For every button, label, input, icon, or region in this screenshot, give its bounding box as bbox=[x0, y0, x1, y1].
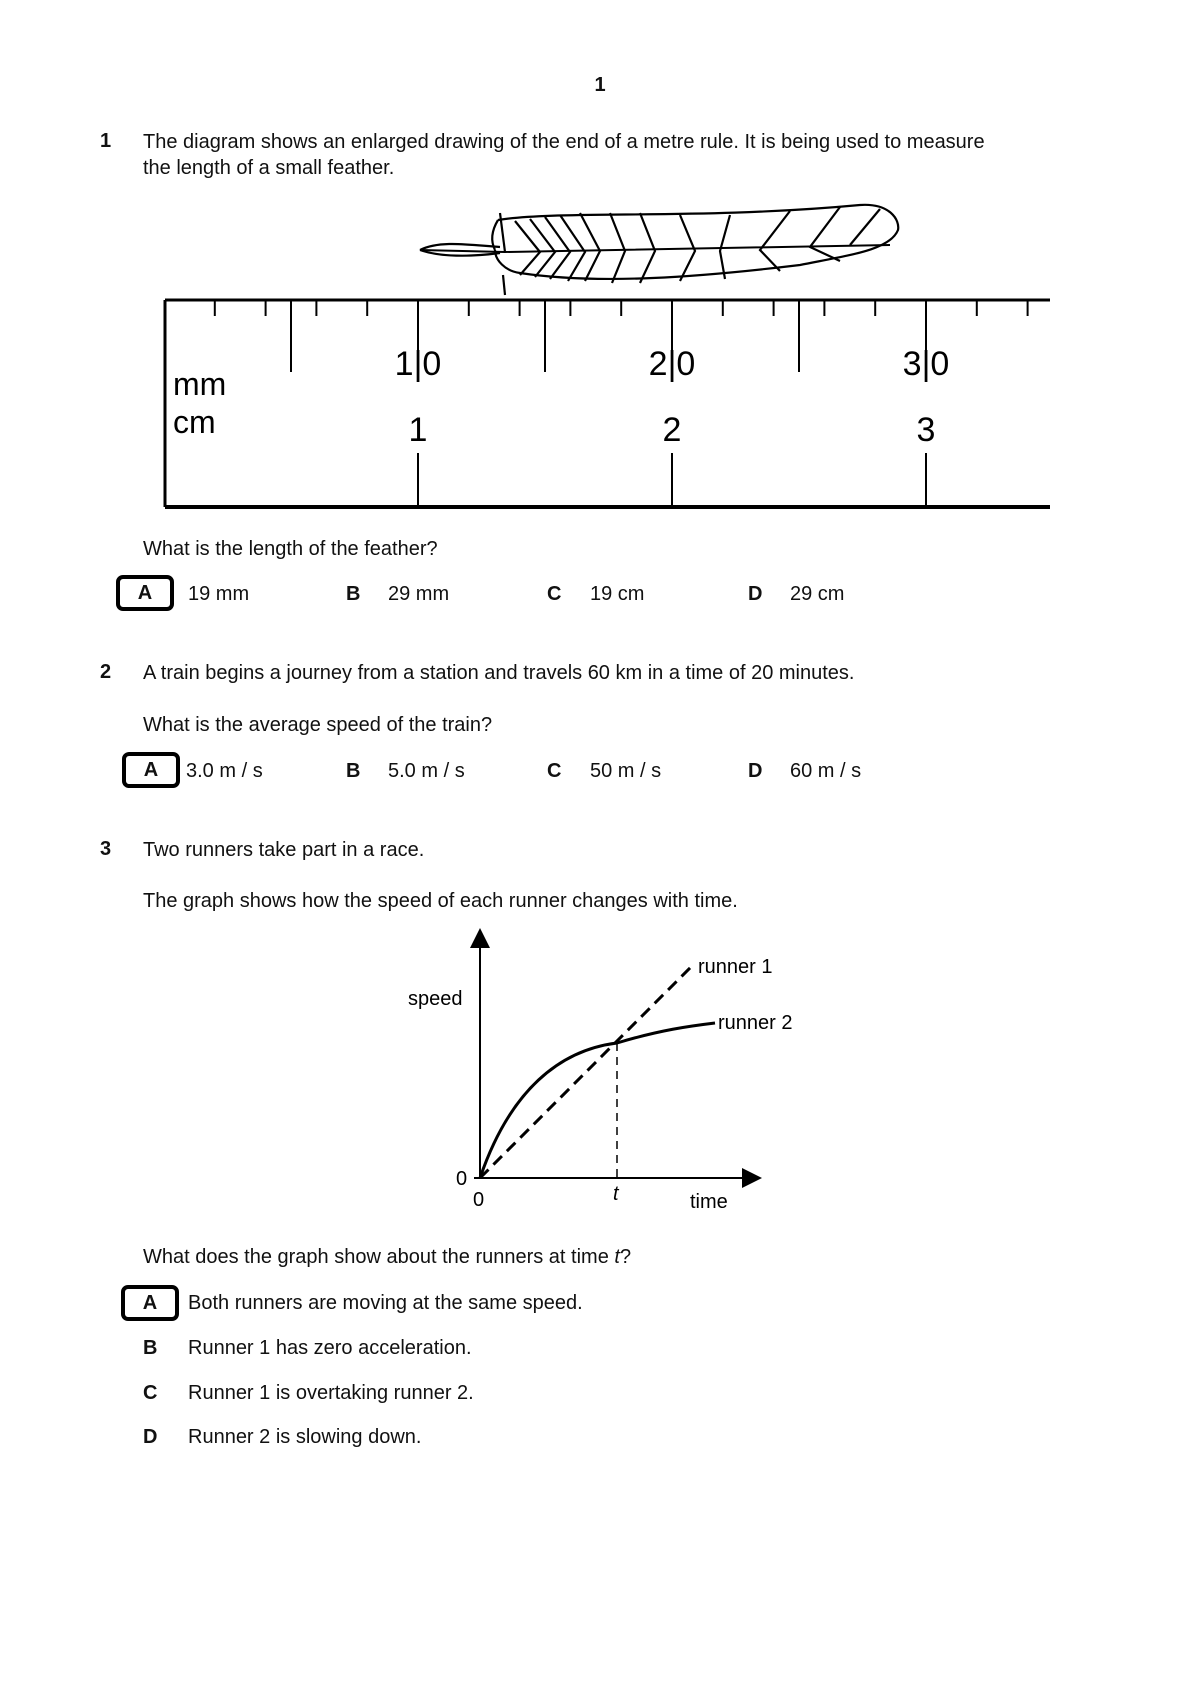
ruler-unit-cm: cm bbox=[173, 404, 216, 440]
option-d-letter[interactable]: D bbox=[143, 1426, 158, 1448]
question-3-stem-line-2: The graph shows how the speed of each runner changes with time. bbox=[143, 890, 738, 912]
option-c-letter[interactable]: C bbox=[547, 760, 562, 782]
runner-2-curve bbox=[480, 1023, 715, 1178]
option-b-letter[interactable]: B bbox=[346, 760, 361, 782]
question-3-stem-line-1: Two runners take part in a race. bbox=[143, 839, 425, 861]
option-c-text[interactable]: 50 m / s bbox=[590, 760, 662, 782]
option-c-text[interactable]: Runner 1 is overtaking runner 2. bbox=[188, 1382, 474, 1404]
metre-rule bbox=[165, 300, 1050, 507]
question-2-stem: A train begins a journey from a station and travels 60 km in a time of 20 minutes. bbox=[143, 662, 855, 684]
ruler-mm-label-30: 3|0 bbox=[902, 345, 950, 383]
option-a-text[interactable]: Both runners are moving at the same speed. bbox=[188, 1292, 583, 1314]
option-b-letter[interactable]: B bbox=[346, 583, 361, 605]
ruler-unit-mm: mm bbox=[173, 366, 227, 402]
ruler-mm-label-20: 2|0 bbox=[648, 345, 696, 383]
option-c-text[interactable]: 19 cm bbox=[590, 583, 645, 605]
ruler-cm-label-3: 3 bbox=[916, 411, 936, 449]
feather-drawing bbox=[420, 205, 898, 295]
option-a-text[interactable]: 19 mm bbox=[188, 583, 250, 605]
runner-1-label: runner 1 bbox=[698, 956, 773, 978]
option-a-letter: A bbox=[142, 1291, 158, 1314]
t-label: t bbox=[613, 1183, 619, 1205]
option-c-letter[interactable]: C bbox=[547, 583, 562, 605]
ruler-cm-label-1: 1 bbox=[408, 411, 428, 449]
option-a-circled[interactable] bbox=[116, 575, 174, 611]
x-origin-label: 0 bbox=[473, 1189, 485, 1211]
speed-time-graph bbox=[0, 920, 1200, 1220]
question-number-2: 2 bbox=[100, 661, 112, 683]
question-2-prompt: What is the average speed of the train? bbox=[143, 714, 493, 736]
option-d-letter[interactable]: D bbox=[748, 583, 763, 605]
runner-1-line bbox=[480, 965, 693, 1178]
question-number-1: 1 bbox=[100, 130, 112, 152]
runner-2-label: runner 2 bbox=[718, 1012, 793, 1034]
option-a-circled[interactable] bbox=[122, 752, 180, 788]
option-a-letter: A bbox=[143, 758, 159, 781]
option-a-letter: A bbox=[137, 581, 153, 604]
option-a-text[interactable]: 3.0 m / s bbox=[186, 760, 263, 782]
option-c-letter[interactable]: C bbox=[143, 1382, 158, 1404]
question-1-stem-line-2: the length of a small feather. bbox=[143, 157, 395, 179]
option-d-text[interactable]: 60 m / s bbox=[790, 760, 862, 782]
option-d-text[interactable]: Runner 2 is slowing down. bbox=[188, 1426, 422, 1448]
option-b-text[interactable]: 29 mm bbox=[388, 583, 450, 605]
y-origin-label: 0 bbox=[456, 1168, 468, 1190]
question-3-prompt: What does the graph show about the runners at time t? bbox=[143, 1246, 632, 1268]
page-number: 1 bbox=[594, 74, 606, 96]
option-d-text[interactable]: 29 cm bbox=[790, 583, 845, 605]
question-number-3: 3 bbox=[100, 838, 112, 860]
option-b-letter[interactable]: B bbox=[143, 1337, 158, 1359]
y-axis-label: speed bbox=[408, 988, 463, 1010]
x-axis-label: time bbox=[690, 1191, 728, 1213]
question-1-stem-line-1: The diagram shows an enlarged drawing of the end of a metre rule. It is being used to measure bbox=[143, 131, 985, 153]
ruler-diagram bbox=[0, 195, 1200, 525]
ruler-mm-label-10: 1|0 bbox=[394, 345, 442, 383]
option-d-letter[interactable]: D bbox=[748, 760, 763, 782]
option-a-circled[interactable] bbox=[121, 1285, 179, 1321]
question-1-prompt: What is the length of the feather? bbox=[143, 538, 438, 560]
ruler-cm-label-2: 2 bbox=[662, 411, 682, 449]
option-b-text[interactable]: 5.0 m / s bbox=[388, 760, 465, 782]
option-b-text[interactable]: Runner 1 has zero acceleration. bbox=[188, 1337, 472, 1359]
